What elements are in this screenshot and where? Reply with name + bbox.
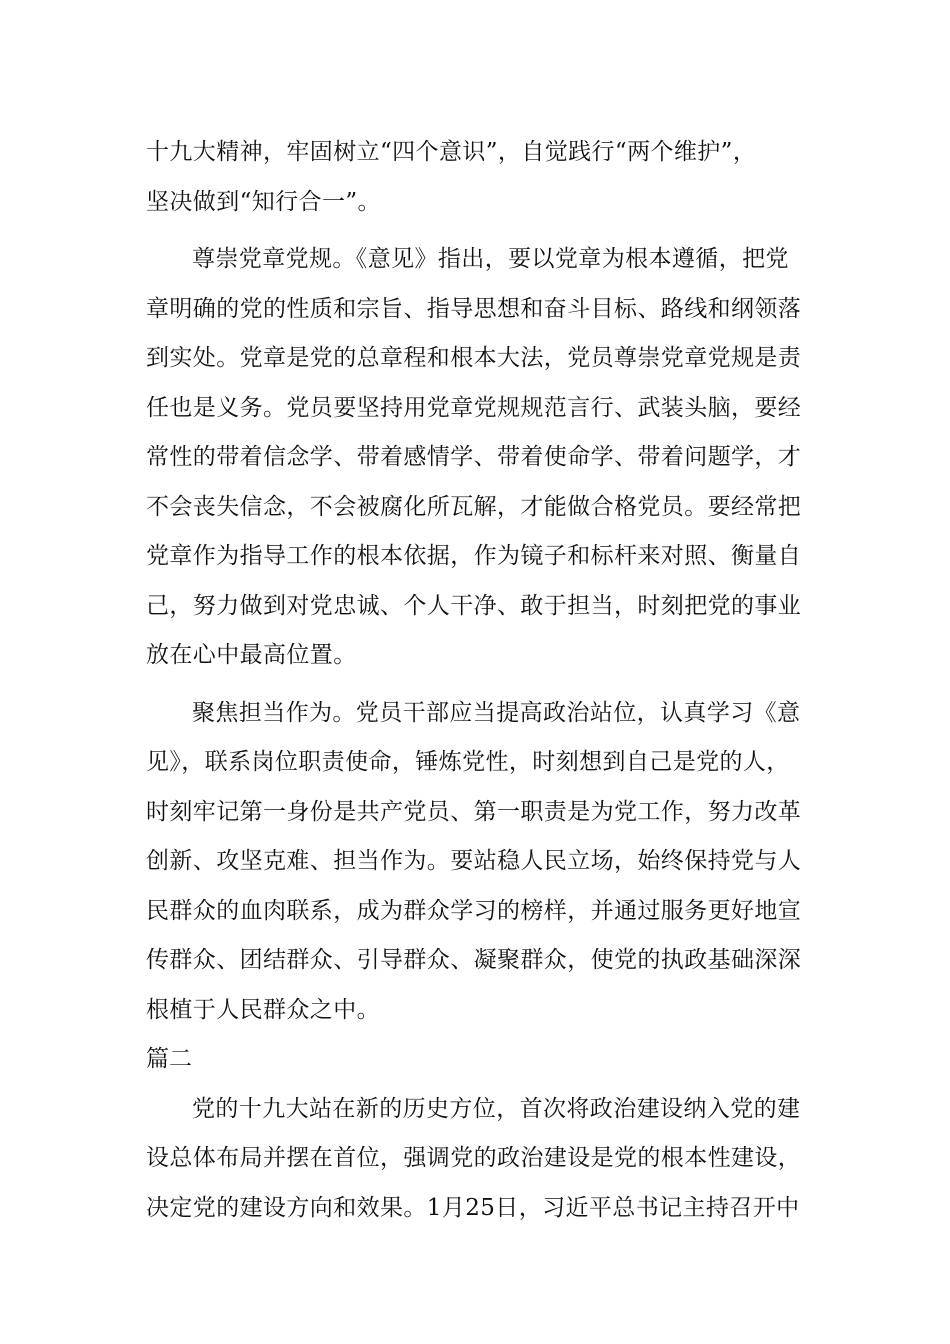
text-line: 传群众、团结群众、引导群众、凝聚群众，使党的执政基础深深: [146, 947, 802, 973]
paragraph-pian-er-first: [146, 1085, 806, 1234]
text-line: 己，努力做到对党忠诚、个人干净、敢于担当，时刻把党的事业: [146, 592, 802, 619]
paragraph-zunchong: [146, 235, 806, 681]
section-heading: [146, 1035, 806, 1085]
text-line: 聚焦担当作为。党员干部应当提高政治站位，认真学习《意: [192, 699, 801, 726]
text-line: 决定党的建设方向和效果。1月25日，习近平总书记主持召开中: [146, 1194, 800, 1221]
text-line: 设总体布局并摆在首位，强调党的政治建设是党的根本性建设，: [146, 1145, 802, 1171]
text-line: 不会丧失信念，不会被腐化所瓦解，才能做合格党员。要经常把: [146, 493, 802, 520]
text-line: 见》，联系岗位职责使命，锤炼党性，时刻想到自己是党的人，: [146, 749, 790, 775]
text-line: 任也是义务。党员要坚持用党章党规规范言行、武装头脑，要经: [146, 394, 802, 421]
text-line: 党的十九大站在新的历史方位，首次将政治建设纳入党的建: [192, 1095, 801, 1122]
document-page: [146, 128, 806, 1233]
text-line: 坚决做到“知行合一”。: [146, 188, 381, 215]
text-line: 党章作为指导工作的根本依据，作为镜子和标杆来对照、衡量自: [146, 543, 802, 569]
text-line: 创新、攻坚克难、担当作为。要站稳人民立场，始终保持党与人: [146, 848, 802, 874]
text-line: 十九大精神，牢固树立“四个意识”，自觉践行“两个维护”，: [146, 139, 757, 165]
paragraph-intro-tail: [146, 128, 806, 227]
text-line: 放在心中最高位置。: [146, 642, 357, 668]
text-line: 民群众的血肉联系，成为群众学习的榜样，并通过服务更好地宣: [146, 897, 802, 924]
section-heading-text: 篇二: [146, 1046, 192, 1072]
text-line: 常性的带着信念学、带着感情学、带着使命学、带着问题学，才: [146, 444, 802, 470]
text-line: 尊崇党章党规。《意见》指出，要以党章为根本遵循，把党: [192, 246, 789, 272]
paragraph-jujiao: [146, 689, 806, 1036]
text-line: 章明确的党的性质和宗旨、指导思想和奋斗目标、路线和纲领落: [146, 295, 802, 322]
text-line: 时刻牢记第一身份是共产党员、第一职责是为党工作，努力改革: [146, 798, 802, 825]
text-line: 到实处。党章是党的总章程和根本大法，党员尊崇党章党规是责: [146, 345, 802, 371]
text-line: 根植于人民群众之中。: [146, 996, 380, 1023]
